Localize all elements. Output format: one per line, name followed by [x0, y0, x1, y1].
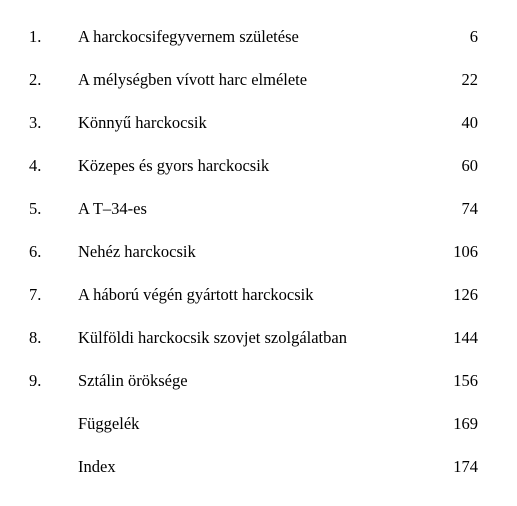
toc-entry-number: 6. — [29, 242, 42, 261]
toc-entry-page: 169 — [453, 414, 478, 433]
toc-entry — [0, 240, 517, 264]
toc-entry-page: 40 — [461, 113, 478, 132]
toc-entry-title: Közepes és gyors harckocsik — [78, 156, 270, 175]
toc-entry — [0, 455, 517, 479]
toc-entry-number: 3. — [29, 113, 42, 132]
toc-entry-page: 60 — [461, 156, 478, 175]
toc-entry — [0, 68, 517, 92]
toc-entry-title: Nehéz harckocsik — [78, 242, 196, 261]
toc-entry-page: 6 — [469, 27, 478, 46]
toc-entry-title: A harckocsifegyvernem születése — [78, 27, 299, 46]
toc-entry — [0, 412, 517, 436]
toc-entry-title: Függelék — [78, 414, 140, 433]
toc-entry — [0, 369, 517, 393]
toc-entry-number: 5. — [29, 199, 42, 218]
toc-entry — [0, 197, 517, 221]
toc-entry-page: 74 — [461, 199, 478, 218]
toc-entry-page: 156 — [453, 371, 478, 390]
toc-entry — [0, 283, 517, 307]
toc-entry — [0, 326, 517, 350]
toc-entry-page: 106 — [453, 242, 478, 261]
toc-entry — [0, 111, 517, 135]
toc-entry-title: A T–34-es — [78, 199, 147, 218]
toc-entry-number: 7. — [29, 285, 42, 304]
toc-entry-page: 126 — [453, 285, 478, 304]
toc-entry-title: Sztálin öröksége — [78, 371, 188, 390]
toc-entry-number: 4. — [29, 156, 42, 175]
toc-entry-page: 22 — [461, 70, 478, 89]
toc-entry-title: A háború végén gyártott harckocsik — [78, 285, 314, 304]
toc-entry-number: 9. — [29, 371, 42, 390]
toc-entry-title: A mélységben vívott harc elmélete — [78, 70, 308, 89]
toc-entry — [0, 154, 517, 178]
toc-entry-title: Külföldi harckocsik szovjet szolgálatban — [78, 328, 347, 347]
toc-entry-number: 1. — [29, 27, 42, 46]
toc-entry-number: 8. — [29, 328, 42, 347]
toc-entry-title: Index — [78, 457, 116, 476]
toc-entry-number: 2. — [29, 70, 42, 89]
toc-entry-page: 174 — [453, 457, 478, 476]
toc-entry — [0, 25, 517, 49]
toc-entry-title: Könnyű harckocsik — [78, 113, 207, 132]
toc-entry-page: 144 — [453, 328, 478, 347]
